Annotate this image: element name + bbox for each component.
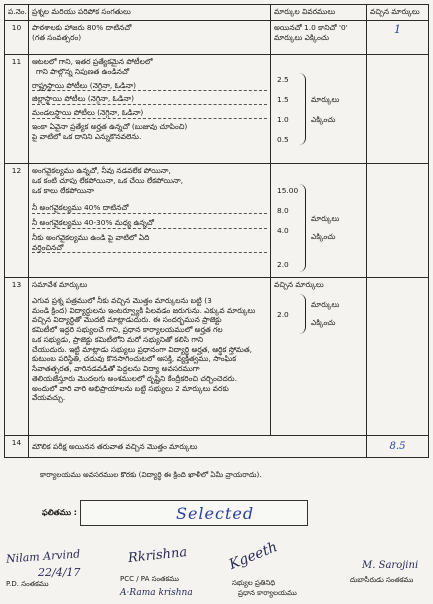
marks-label: మార్కులు <box>311 214 340 223</box>
criteria-line: (గత సంవత్సరం) <box>32 32 82 42</box>
row-obtained-value <box>367 164 429 278</box>
criteria-line: మండి క్రింద) విద్యార్థులను ఇంటర్వ్యూకి పిలవడం జరుగును. ఎక్కువ మార్కులు <box>32 305 256 315</box>
table-row <box>5 55 429 164</box>
table-header-row <box>5 5 429 21</box>
marks-label: మార్కులు <box>311 300 340 309</box>
office-signature-label: ప్రధాన కార్యాలయము <box>238 589 297 597</box>
criteria-line: నీకు అంగవైకల్యము ఉండి పై వాటిలో ఏది <box>32 232 150 242</box>
criteria-line: ఒక కాలు లేకపోయినా <box>32 185 94 195</box>
office-signature-top: సభ్యుల ప్రతినిధి <box>232 579 276 587</box>
marks-label: ఎక్కించు <box>311 318 336 327</box>
pcc-signature-label: PCC / PA సంతకము <box>120 575 179 583</box>
brace-mark <box>299 73 306 145</box>
table-row <box>5 278 429 436</box>
result-box <box>80 500 308 526</box>
criteria-line: అందులో వారి వారి అభిప్రాయాలను బట్టి సభ్యులు 2 మార్కులు వరకు <box>32 383 229 393</box>
row-criteria <box>29 278 271 436</box>
row-obtained-value <box>367 278 429 436</box>
row-obtained-value: 1 <box>367 21 429 55</box>
criteria-line: మండలస్థాయి పోటీలు (నెగ్గినా, ఓడినా) <box>32 108 267 119</box>
criteria-line: అంగవైకల్యము ఉన్నచో, నీవు నడవలేక పోయినా, <box>32 166 171 175</box>
header-marks-obtained: వచ్చిన మార్కులు <box>367 5 429 21</box>
criteria-line: పై వాటిలో ఒక దానిని ఎన్నుకొనవలెను. <box>32 131 142 141</box>
row-number: 13 <box>5 278 29 436</box>
row-marks-detail <box>271 55 367 164</box>
row-marks-detail: అయినచో 1.0 కానిచో '0' మార్కులు ఎక్కించు <box>271 21 367 55</box>
marks-value: 2.0 <box>277 310 289 319</box>
criteria-line: వర్తించినచో <box>32 243 267 254</box>
marks-value: 1.5 <box>277 95 289 104</box>
row-number: 10 <box>5 21 29 55</box>
marks-label: మార్కులు <box>311 95 340 104</box>
pd-signature: Nilam Arvind <box>5 547 81 566</box>
office-use-note: కార్యాలయము అవసరముల కొరకు (విద్యార్థి ఈ క్రింది ఖాళీలో ఏమీ వ్రాయరాదు). <box>40 470 262 479</box>
row-marks-detail <box>271 164 367 278</box>
marks-label: ఎక్కించు <box>311 115 336 124</box>
criteria-line: కమిటీలో ఇద్దరి సభ్యులచే గాని, ప్రధాన కార్యాలయములో అర్హత గల <box>32 325 223 335</box>
office-signature: Kgeeth <box>226 539 280 573</box>
marks-label: ఎక్కించు <box>311 232 336 241</box>
criteria-line: ఒక సభ్యుడు, ప్రాజెక్టు కమిటీలోని మరో సభ్యునితో కలిసి గాని <box>32 334 204 344</box>
marks-value: 2.5 <box>277 75 289 84</box>
brace-mark <box>299 184 306 272</box>
criteria-line: వేయవచ్చు. <box>32 393 66 403</box>
criteria-line: ఆటలలో గాని, ఇతర ప్రత్యేకమైన పోటీలలో <box>32 57 153 66</box>
criteria-line: చేయుదురు. ఇట్టి మాట్లాడు సభ్యులు ప్రధానంగా విద్యార్థి అర్హత, ఆర్థిక స్తోమత, <box>32 344 252 354</box>
row-obtained-value <box>367 55 429 164</box>
criteria-line: నీ అంగవైకల్యము 40-30% మధ్య ఉన్నచో <box>32 218 267 229</box>
table-row <box>5 21 429 55</box>
criteria-line: పాఠశాలకు హాజరు 80% దాటినచో <box>32 23 132 32</box>
criteria-line: సేవాతత్పరత, వారినడవడితో పెద్దలను విద్యా అవసరముగా <box>32 364 200 374</box>
row-criteria <box>29 21 271 55</box>
criteria-line: కుటుంబ పరిస్థితి, చదువు కొనసాగించుటలో ఆసక్తి, వ్యక్తిత్వము, సాంఘిక <box>32 354 237 364</box>
header-marks-detail: మార్కుల వివరములు <box>271 5 367 21</box>
criteria-line: ఇంకా ఏవైనా ప్రత్యేక అర్హత ఉన్నచో (బుజువు చూపించి) <box>32 121 188 131</box>
row-obtained-value: 8.5 <box>367 436 429 458</box>
brace-mark <box>299 294 306 334</box>
row-number: 14 <box>5 436 29 458</box>
result-label: ఫలితము : <box>42 508 77 517</box>
marks-value: 8.0 <box>277 206 289 215</box>
criteria-line: ఎగువ ప్రశ్న పత్రములో నీకు వచ్చిన మొత్తం మార్కులను బట్టి (3 <box>32 295 212 305</box>
marks-value: 0.5 <box>277 135 289 144</box>
criteria-line: గాని పాల్గొన్న నిపుణత ఉండినచో <box>36 66 130 76</box>
criteria-line: ఒక కంటి చూపు లేకపోయినా, ఒక చేయి లేకపోయినా, <box>32 175 184 185</box>
criteria-line: వచ్చిన విద్యార్థితో మొదటి మాట్లాడుదురు. ఈ సందర్భమున ప్రాజెక్టు <box>32 315 222 325</box>
table-row <box>5 436 429 458</box>
marks-value: 1.0 <box>277 115 289 124</box>
row-number: 11 <box>5 55 29 164</box>
criteria-line: తెలియజేస్తూరు మొదలగు అంశములలో దృష్టిని కేంద్రీకరించి చర్చించెదరు. <box>32 373 237 383</box>
pcc-name: A·Rama krishna <box>120 588 193 598</box>
marks-table <box>4 4 429 458</box>
criteria-title: సమావేశ మార్కులు <box>32 280 88 289</box>
translator-signature-label: దుబాసీరుడు సంతకము <box>350 576 414 584</box>
marks-header: వచ్చిన మార్కులు <box>274 280 324 289</box>
row-number: 12 <box>5 164 29 278</box>
header-criteria: ప్రశ్నల మరియు పరిపోక సంగతులు <box>29 5 271 21</box>
pd-date: 22/4/17 <box>38 566 81 579</box>
row-criteria: మౌలిక పరీక్ష అయినన తరువాత వచ్చిన మొత్తం మార్కులు <box>29 436 367 458</box>
criteria-line: రాష్ట్రస్థాయి పోటీలు (నెగ్గినా, ఓడినా) <box>32 81 267 92</box>
pd-signature-label: P.D. సంతకము <box>6 580 49 588</box>
marks-value: 15.00 <box>277 186 299 195</box>
marks-value: 2.0 <box>277 260 289 269</box>
row-marks-detail <box>271 278 367 436</box>
result-value: Selected <box>176 504 255 523</box>
marks-value: 4.0 <box>277 226 289 235</box>
row-criteria <box>29 164 271 278</box>
pcc-signature: Rkrishna <box>127 544 188 567</box>
criteria-line: నీ అంగవైకల్యము 40% దాటినచో <box>32 203 267 214</box>
translator-signature: M. Sarojini <box>362 560 419 571</box>
criteria-line: జిల్లాస్థాయి పోటీలు (నెగ్గినా, ఓడినా) <box>32 94 267 105</box>
header-sno: ప.నెం. <box>5 5 29 21</box>
row-criteria <box>29 55 271 164</box>
table-row <box>5 164 429 278</box>
